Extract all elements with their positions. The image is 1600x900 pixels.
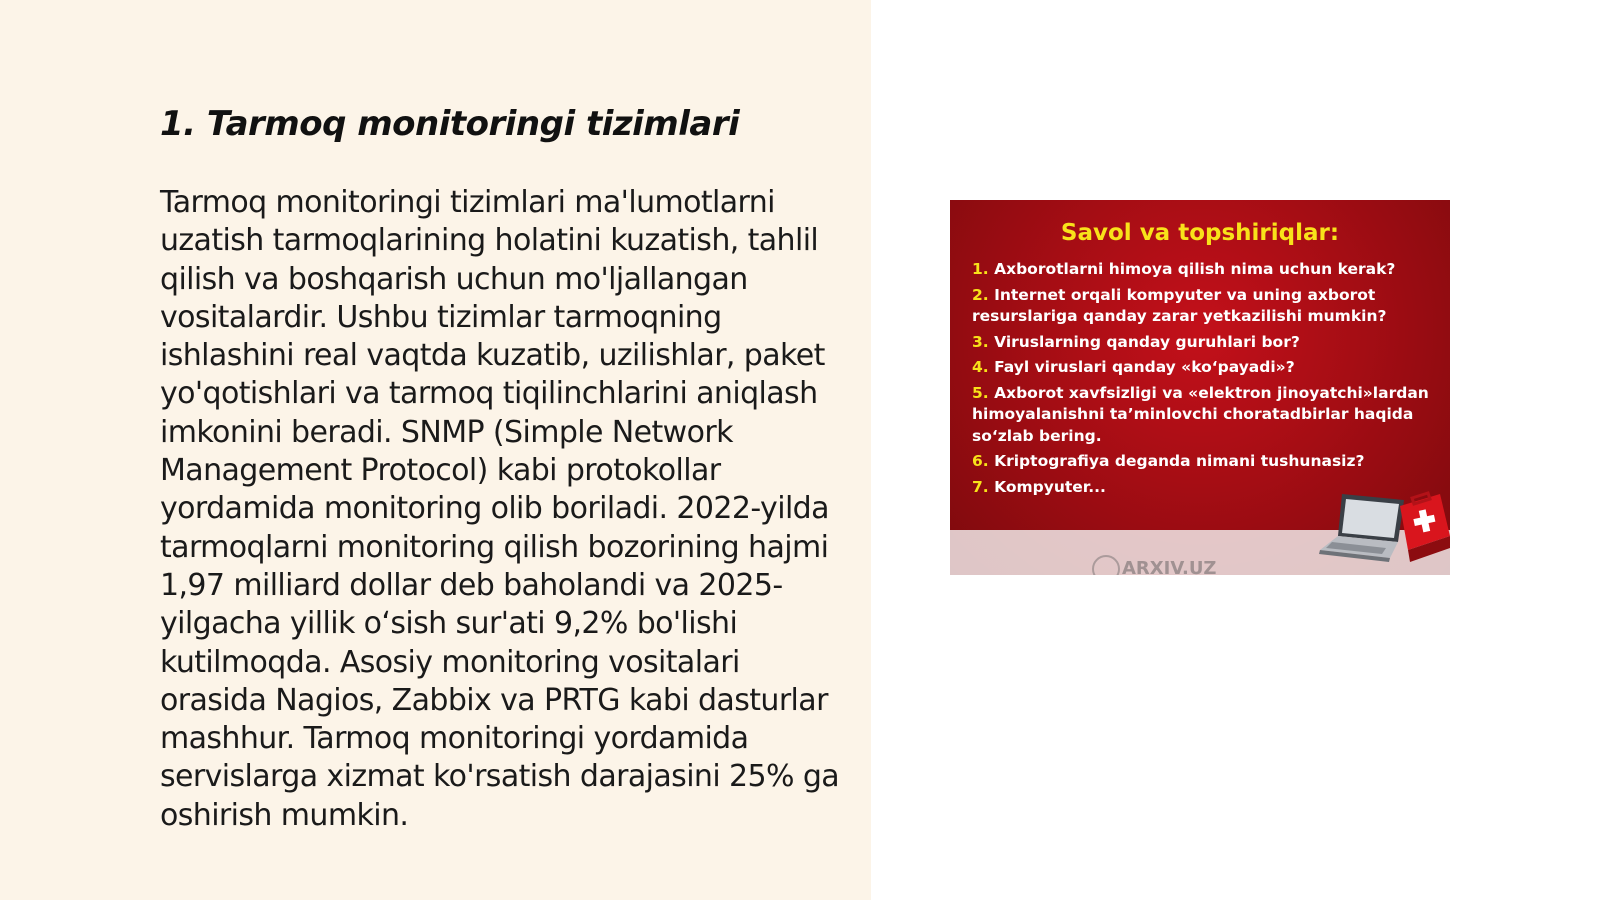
question-list	[972, 259, 1434, 502]
image-heading: Savol va topshiriqlar:	[1060, 220, 1340, 246]
watermark-circle-icon	[1092, 555, 1120, 575]
question-text: Internet orqali kompyuter va uning axborot resurslariga qanday zarar yetkazilishi mumkin?	[972, 285, 1387, 325]
question-number: 1.	[972, 260, 989, 278]
question-text: Kompyuter...	[994, 477, 1106, 496]
question-item	[972, 357, 1434, 379]
watermark	[1092, 555, 1216, 575]
question-item	[972, 259, 1434, 281]
question-number: 6.	[972, 452, 989, 470]
slide-title: 1. Tarmoq monitoringi tizimlari	[160, 104, 740, 144]
question-number: 3.	[972, 332, 989, 351]
question-item	[972, 451, 1434, 473]
question-number: 4.	[972, 358, 989, 376]
first-aid-kit-icon	[1394, 490, 1450, 566]
watermark-text: ARXIV.UZ	[1122, 558, 1217, 575]
question-text: Kriptografiya deganda nimani tushunasiz?	[994, 452, 1365, 470]
question-text: Axborot xavfsizligi va «elektron jinoyatchi»lardan himoyalanishni ta’minlovchi choratadbirlar haqida so‘zlab bering.	[972, 383, 1429, 445]
question-item	[972, 285, 1434, 328]
question-text: Fayl viruslari qanday «ko‘payadi»?	[994, 358, 1295, 376]
question-item	[972, 332, 1434, 354]
question-item	[972, 383, 1434, 448]
question-number: 2.	[972, 285, 989, 304]
question-number: 5.	[972, 383, 989, 402]
question-text: Viruslarning qanday guruhlari bor?	[994, 332, 1300, 351]
question-text: Axborotlarni himoya qilish nima uchun kerak?	[994, 260, 1396, 278]
slide-body-text: Tarmoq monitoringi tizimlari ma'lumotlarni uzatish tarmoqlarining holatini kuzatish, tahlil qilish va boshqarish uchun mo'ljallangan vositalardir. Ushbu tizimlar tarmoqning ishlashini real vaqtda kuzatib, uzilishlar, paket yo'qotishlari va tarmoq tiqilinchlarini aniqlash imkonini beradi. SNMP (Simple Network Management Protocol) kabi protokollar yordamida monitoring olib boriladi. 2022-yilda tarmoqlarni monitoring qilish bozorining hajmi 1,97 milliard dollar deb baholandi va 2025-yilgacha yillik o‘sish sur'ati 9,2% bo'lishi kutilmoqda. Asosiy monitoring vositalari orasida Nagios, Zabbix va PRTG kabi dasturlar mashhur. Tarmoq monitoringi yordamida servislarga xizmat ko'rsatish darajasini 25% ga oshirish mumkin.	[160, 185, 840, 833]
question-number: 7.	[972, 477, 989, 496]
questions-image	[950, 200, 1450, 575]
